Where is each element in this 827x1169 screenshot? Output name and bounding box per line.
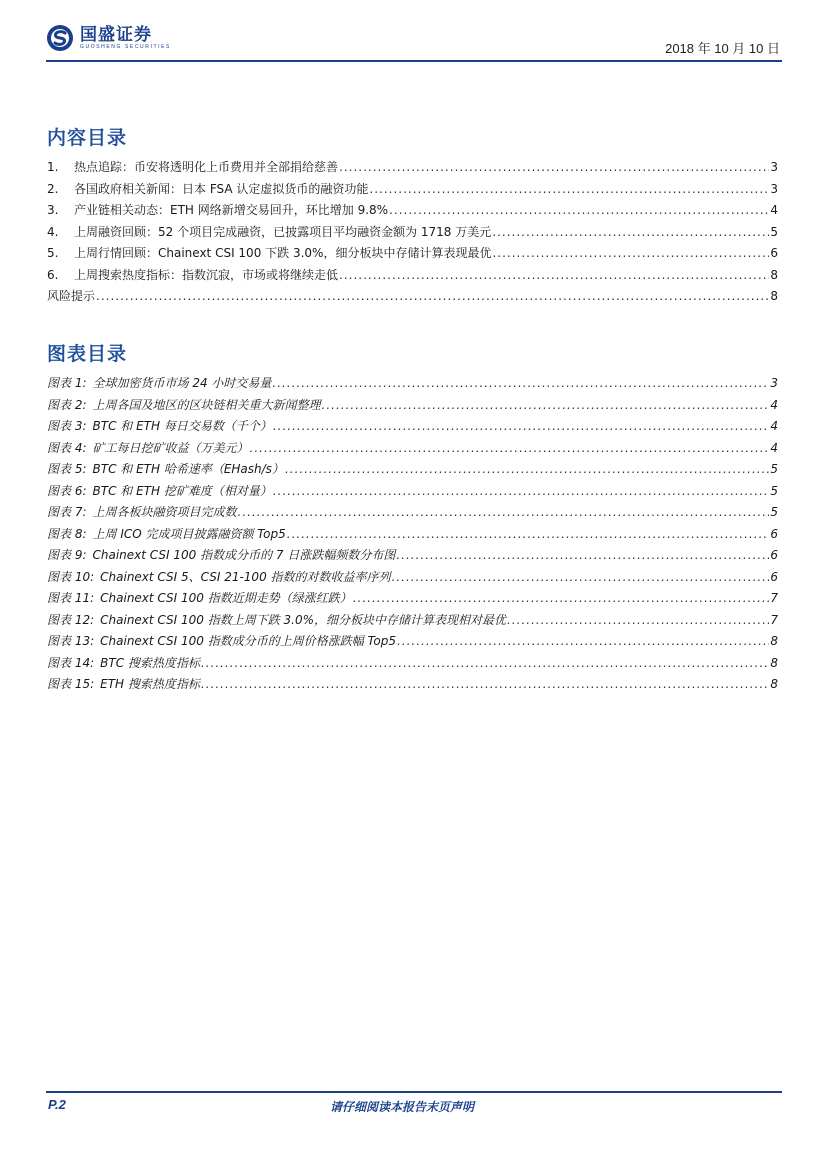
- entry-page: 8: [770, 267, 778, 282]
- figure-entry[interactable]: [47, 589, 778, 611]
- entry-page: 5: [770, 483, 778, 498]
- figure-entry[interactable]: [47, 482, 778, 504]
- figure-entry[interactable]: [47, 675, 778, 697]
- entry-title: 热点追踪：币安将透明化上币费用并全部捐给慈善: [74, 160, 339, 174]
- entry-number: 图表 2:: [47, 397, 87, 412]
- leader-dots: [507, 613, 769, 627]
- entry-page: 4: [770, 440, 778, 455]
- leader-dots: [392, 570, 770, 584]
- page-number: P.2: [48, 1097, 66, 1112]
- leader-dots: [396, 548, 769, 562]
- entry-page: 3: [770, 160, 778, 174]
- leader-dots: [397, 634, 769, 648]
- entry-number: 图表 1:: [47, 376, 87, 390]
- entry-page: 7: [770, 591, 778, 605]
- entry-title: 上周融资回顾：52 个项目完成融资，已披露项目平均融资金额为 1718 万美元: [74, 224, 492, 239]
- entry-page: 6: [770, 246, 778, 260]
- entry-number: 图表 14:: [47, 655, 95, 670]
- figure-entry[interactable]: [47, 439, 778, 461]
- leader-dots: [287, 527, 770, 541]
- figure-entry[interactable]: [47, 632, 778, 654]
- company-logo: [46, 24, 171, 52]
- footer-disclaimer: 请仔细阅读本报告末页声明: [330, 1100, 475, 1114]
- toc-entry[interactable]: [47, 158, 778, 180]
- leader-dots: [339, 268, 769, 282]
- leader-dots: [369, 182, 769, 196]
- entry-number: 图表 5:: [47, 462, 87, 476]
- page-header: [46, 24, 782, 62]
- figures-list: [47, 374, 778, 697]
- report-date: 2018 年 10 月 10 日: [665, 41, 780, 56]
- leader-dots: [201, 656, 769, 670]
- entry-title: BTC 搜索热度指标: [100, 655, 200, 670]
- entry-number: 图表 11:: [47, 591, 95, 605]
- entry-page: 8: [770, 655, 778, 670]
- entry-number: 图表 13:: [47, 634, 95, 648]
- entry-page: 5: [770, 224, 778, 239]
- leader-dots: [96, 289, 769, 303]
- toc-entry[interactable]: [47, 180, 778, 202]
- figure-entry[interactable]: [47, 568, 778, 590]
- entry-title: Chainext CSI 5、CSI 21-100 指数的对数收益率序列: [100, 569, 391, 584]
- entry-title: 各国政府相关新闻：日本 FSA 认定虚拟货币的融资功能: [74, 181, 369, 196]
- entry-title: 矿工每日挖矿收益（万美元）: [92, 440, 249, 455]
- leader-dots: [285, 462, 769, 476]
- header-divider: [46, 60, 782, 62]
- toc-entry[interactable]: [47, 266, 778, 288]
- entry-number: 图表 8:: [47, 526, 87, 541]
- entry-number: 图表 4:: [47, 440, 87, 455]
- entry-page: 5: [770, 505, 778, 519]
- entry-title: Chainext CSI 100 指数成分币的 7 日涨跌幅频数分布图: [92, 548, 396, 562]
- entry-title: 上周 ICO 完成项目披露融资额 Top5: [92, 526, 286, 541]
- figure-entry[interactable]: [47, 654, 778, 676]
- entry-title: ETH 搜索热度指标: [100, 677, 200, 691]
- entry-title: Chainext CSI 100 指数成分币的上周价格涨跌幅 Top5: [100, 634, 396, 648]
- leader-dots: [492, 225, 769, 239]
- leader-dots: [250, 441, 770, 455]
- toc-list: [47, 158, 778, 309]
- entry-title: 上周各板块融资项目完成数: [92, 505, 237, 519]
- figure-entry[interactable]: [47, 525, 778, 547]
- entry-page: 7: [770, 612, 778, 627]
- entry-title: BTC 和 ETH 每日交易数（千个）: [92, 419, 272, 433]
- guosheng-logo-icon: [46, 24, 74, 52]
- leader-dots: [492, 246, 769, 260]
- entry-title: 产业链相关动态：ETH 网络新增交易回升，环比增加 9.8%: [74, 203, 389, 217]
- footer-divider: [46, 1091, 782, 1093]
- figure-entry[interactable]: [47, 546, 778, 568]
- figures-title: 图表目录: [47, 343, 128, 365]
- entry-number: 图表 12:: [47, 612, 95, 627]
- entry-page: 8: [770, 634, 778, 648]
- entry-number: 6.: [47, 267, 59, 282]
- leader-dots: [273, 419, 770, 433]
- entry-page: 6: [770, 548, 778, 562]
- entry-page: 4: [770, 397, 778, 412]
- toc-entry[interactable]: [47, 244, 778, 266]
- figure-entry[interactable]: [47, 374, 778, 396]
- entry-number: 5.: [47, 246, 59, 260]
- leader-dots: [273, 484, 770, 498]
- leader-dots: [389, 203, 769, 217]
- leader-dots: [322, 398, 770, 412]
- figure-entry[interactable]: [47, 417, 778, 439]
- entry-page: 5: [770, 462, 778, 476]
- entry-page: 8: [770, 677, 778, 691]
- figure-entry[interactable]: [47, 396, 778, 418]
- toc-entry[interactable]: [47, 287, 778, 309]
- entry-number: 3.: [47, 203, 59, 217]
- entry-number: 图表 6:: [47, 483, 87, 498]
- entry-page: 8: [770, 289, 778, 303]
- figure-entry[interactable]: [47, 503, 778, 525]
- entry-title: BTC 和 ETH 哈希速率（EHash/s）: [92, 462, 284, 476]
- figure-entry[interactable]: [47, 460, 778, 482]
- leader-dots: [353, 591, 770, 605]
- entry-page: 4: [770, 203, 778, 217]
- entry-number: 2.: [47, 181, 59, 196]
- entry-number: 4.: [47, 224, 59, 239]
- leader-dots: [339, 160, 769, 174]
- entry-title: Chainext CSI 100 指数上周下跌 3.0%，细分板块中存储计算表现相对最优: [100, 612, 507, 627]
- entry-page: 4: [770, 419, 778, 433]
- entry-number: 图表 7:: [47, 505, 87, 519]
- entry-page: 6: [770, 526, 778, 541]
- leader-dots: [238, 505, 770, 519]
- logo-name-en: GUOSHENG SECURITIES: [80, 43, 171, 50]
- entry-number: 图表 15:: [47, 677, 95, 691]
- entry-page: 3: [770, 376, 778, 390]
- toc-entry[interactable]: [47, 223, 778, 245]
- entry-page: 6: [770, 569, 778, 584]
- entry-number: 图表 10:: [47, 569, 95, 584]
- entry-title: 上周搜索热度指标：指数沉寂，市场或将继续走低: [74, 267, 339, 282]
- toc-title: 内容目录: [47, 127, 128, 149]
- leader-dots: [201, 677, 769, 691]
- entry-title: 上周行情回顾：Chainext CSI 100 下跌 3.0%，细分板块中存储计算表现最优: [74, 246, 492, 260]
- entry-title: BTC 和 ETH 挖矿难度（相对量）: [92, 483, 272, 498]
- figure-entry[interactable]: [47, 611, 778, 633]
- entry-page: 3: [770, 181, 778, 196]
- entry-title: Chainext CSI 100 指数近期走势（绿涨红跌）: [100, 591, 352, 605]
- entry-title: 风险提示: [47, 289, 96, 303]
- logo-name-cn: 国盛证券: [80, 24, 152, 45]
- entry-title: 上周各国及地区的区块链相关重大新闻整理: [92, 397, 321, 412]
- entry-number: 图表 9:: [47, 548, 87, 562]
- leader-dots: [272, 376, 769, 390]
- entry-title: 全球加密货币市场 24 小时交易量: [92, 376, 272, 390]
- entry-number: 图表 3:: [47, 419, 87, 433]
- entry-number: 1.: [47, 160, 59, 174]
- toc-entry[interactable]: [47, 201, 778, 223]
